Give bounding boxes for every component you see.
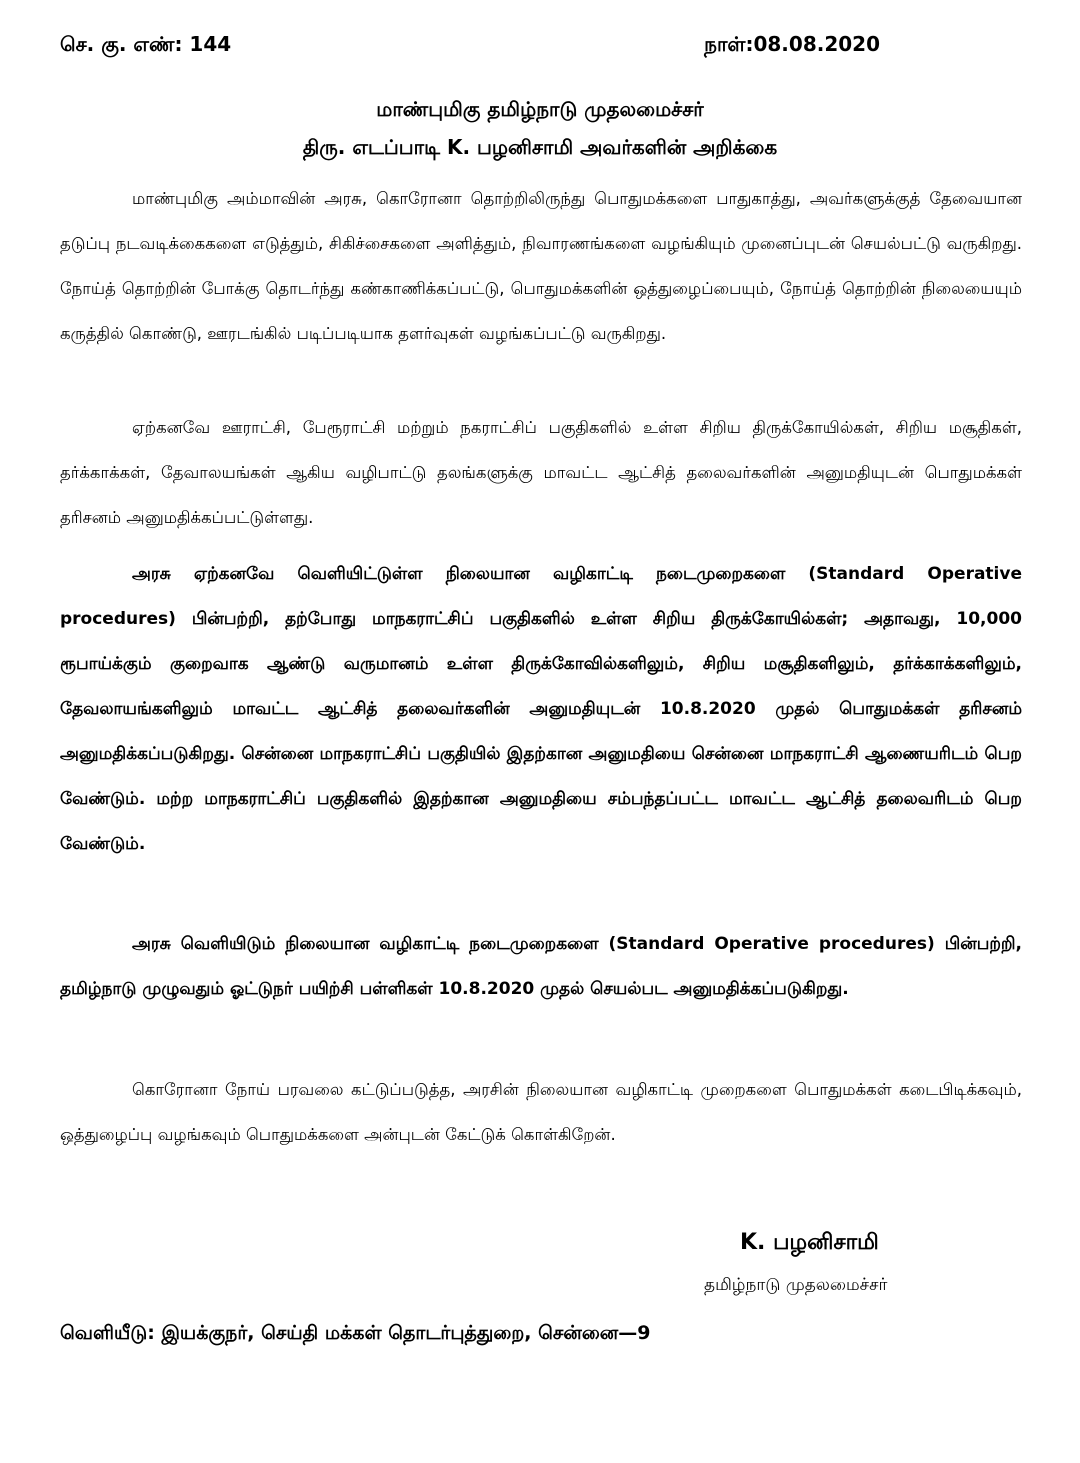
paragraph-2: ஏற்கனவே ஊராட்சி, பேரூராட்சி மற்றும் நகராட்சிப் பகுதிகளில் உள்ள சிறிய திருக்கோயில்கள், சிறிய மசூதிகள், தர்க்காக்கள், தேவாலயங்கள் ஆகிய வழிபாட்டு தலங்களுக்கு மாவட்ட ஆட்சித் தலைவர்களின் அனுமதியுடன் பொதுமக்கள் தரிசனம் அனுமதிக்கப்பட்டுள்ளது.: [60, 418, 1022, 527]
release-footer: வெளியீடு: இயக்குநர், செய்தி மக்கள் தொடர்புத்துறை, சென்னை—9: [60, 1322, 651, 1344]
paragraph-4: அரசு வெளியிடும் நிலையான வழிகாட்டி நடைமுறைகளை (Standard Operative procedures) பின்பற்றி, தமிழ்நாடு முழுவதும் ஓட்டுநர் பயிற்சி பள்ளிகள் 10.8.2020 முதல் செயல்பட அனுமதிக்கப்படுகிறது.: [60, 934, 1022, 999]
reference-number: செ. கு. எண்: 144: [60, 31, 232, 56]
release-date: நாள்:08.08.2020: [704, 31, 880, 56]
signatory-title: தமிழ்நாடு முதலமைச்சர்: [704, 1275, 888, 1295]
document-header: [60, 28, 880, 62]
document-heading: [0, 90, 1080, 166]
heading-line-2: திரு. எடப்பாடி K. பழனிசாமி அவர்களின் அறிக்கை: [302, 135, 778, 159]
signatory-name: K. பழனிசாமி: [740, 1230, 879, 1255]
paragraph-5: கொரோனா நோய் பரவலை கட்டுப்படுத்த, அரசின் நிலையான வழிகாட்டி முறைகளை பொதுமக்கள் கடைபிடிக்கவும், ஒத்துழைப்பு வழங்கவும் பொதுமக்களை அன்புடன் கேட்டுக் கொள்கிறேன்.: [60, 1080, 1022, 1144]
heading-line-1: மாண்புமிகு தமிழ்நாடு முதலமைச்சர்: [376, 97, 704, 121]
paragraph-3: அரசு ஏற்கனவே வெளியிட்டுள்ள நிலையான வழிகாட்டி நடைமுறைகளை (Standard Operative procedures) பின்பற்றி, தற்போது மாநகராட்சிப் பகுதிகளில் உள்ள சிறிய திருக்கோயில்கள்; அதாவது, 10,000 ரூபாய்க்கும் குறைவாக ஆண்டு வருமானம் உள்ள திருக்கோவில்களிலும், சிறிய மசூதிகளிலும், தர்க்காக்களிலும், தேவலாயங்களிலும் மாவட்ட ஆட்சித் தலைவர்களின் அனுமதியுடன் 10.8.2020 முதல் பொதுமக்கள் தரிசனம் அனுமதிக்கப்படுகிறது. சென்னை மாநகராட்சிப் பகுதியில் இதற்கான அனுமதியை சென்னை மாநகராட்சி ஆணையரிடம் பெற வேண்டும். மற்ற மாநகராட்சிப் பகுதிகளில் இதற்கான அனுமதியை சம்பந்தப்பட்ட மாவட்ட ஆட்சித் தலைவரிடம் பெற வேண்டும்.: [60, 564, 1022, 854]
paragraph-1: மாண்புமிகு அம்மாவின் அரசு, கொரோனா தொற்றிலிருந்து பொதுமக்களை பாதுகாத்து, அவர்களுக்குத் தேவையான தடுப்பு நடவடிக்கைகளை எடுத்தும், சிகிச்சைகளை அளித்தும், நிவாரணங்களை வழங்கியும் முனைப்புடன் செயல்பட்டு வருகிறது. நோய்த் தொற்றின் போக்கு தொடர்ந்து கண்காணிக்கப்பட்டு, பொதுமக்களின் ஒத்துழைப்பையும், நோய்த் தொற்றின் நிலையையும் கருத்தில் கொண்டு, ஊரடங்கில் படிப்படியாக தளர்வுகள் வழங்கப்பட்டு வருகிறது.: [60, 189, 1022, 343]
